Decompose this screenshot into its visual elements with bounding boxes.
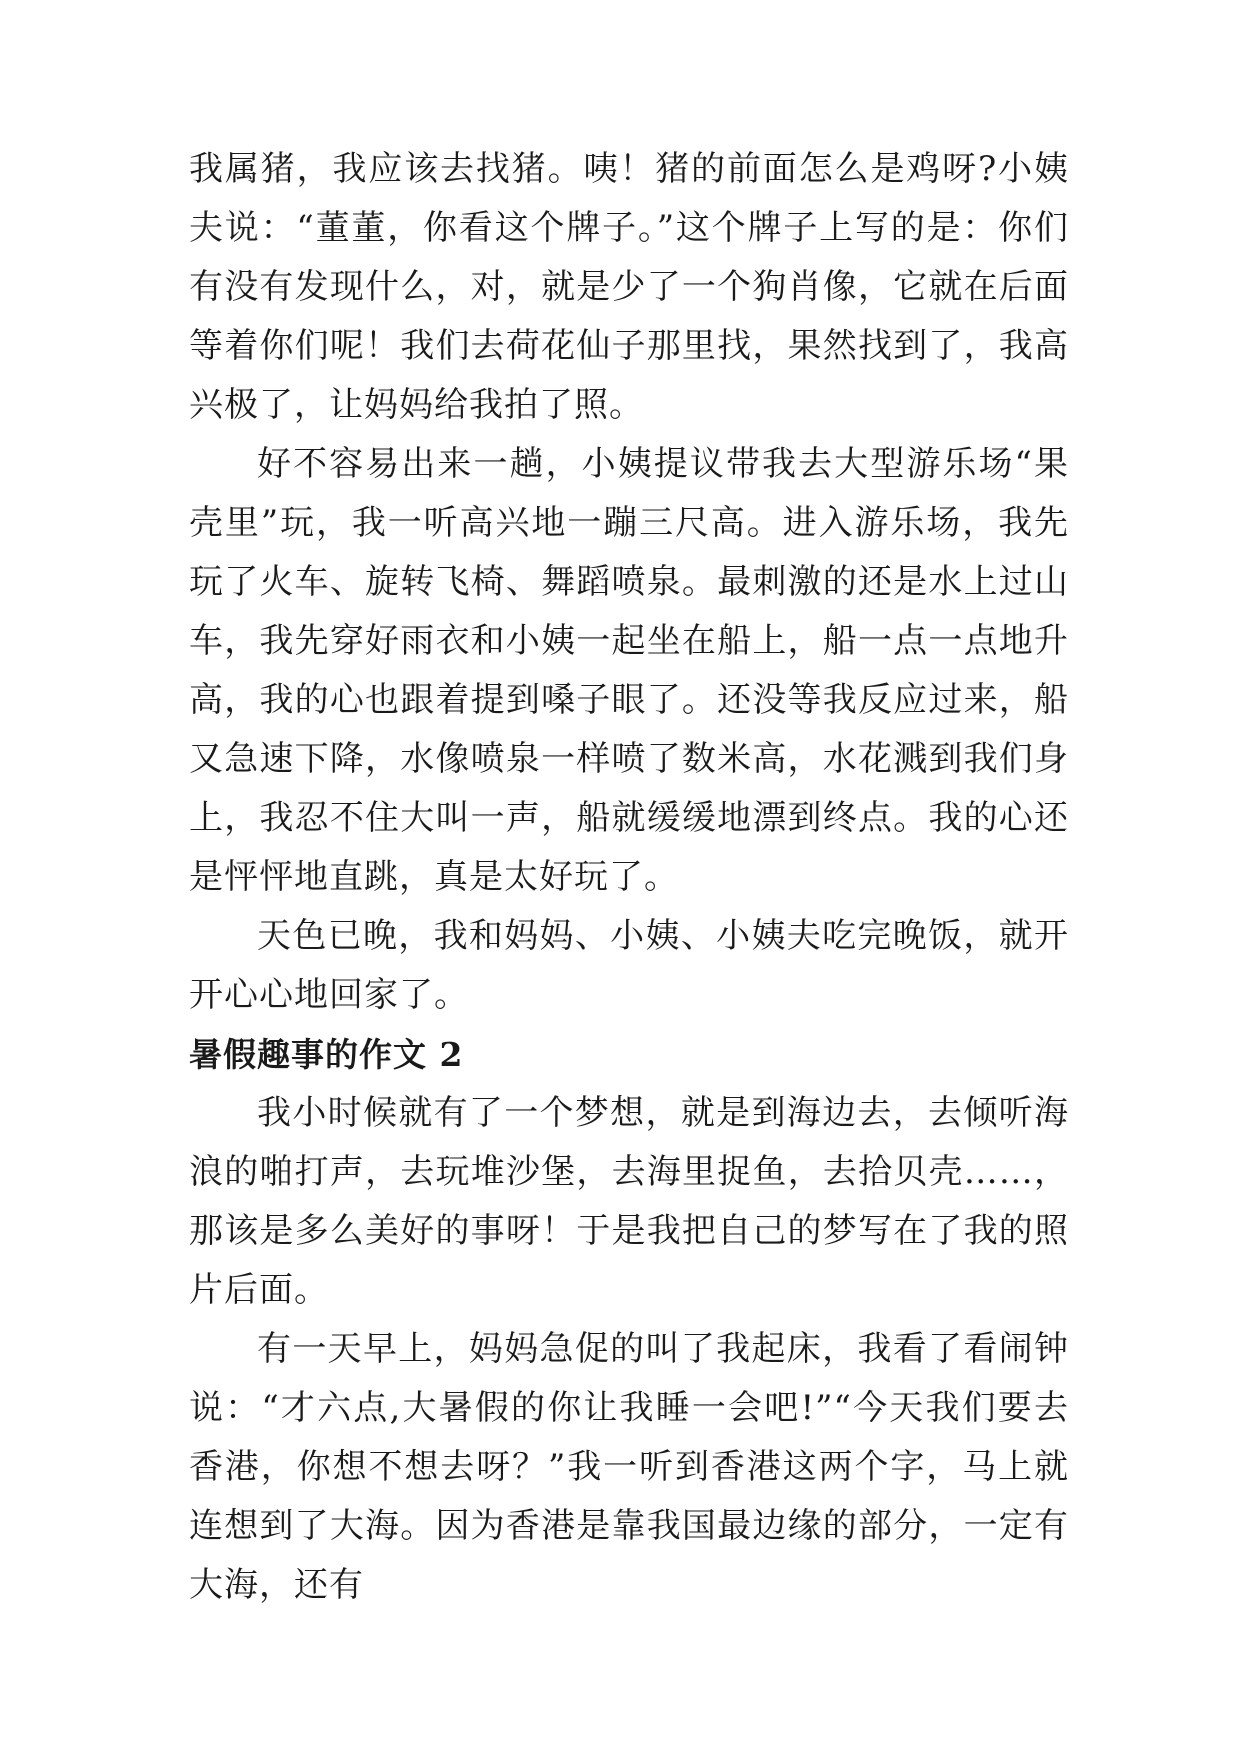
paragraph-dream: 我小时候就有了一个梦想，就是到海边去，去倾听海浪的啪打声，去玩堆沙堡，去海里捉鱼，去拾贝壳……，那该是多么美好的事呀！于是我把自己的梦写在了我的照片后面。 [189,1093,1069,1310]
document-page [189,140,1069,1615]
section-title: 暑假趣事的作文 2 [189,1035,464,1074]
paragraph-continuation: 我属猪，我应该去找猪。咦！猪的前面怎么是鸡呀?小姨夫说：“董董，你看这个牌子。”这个牌子上写的是：你们有没有发现什么，对，就是少了一个狗肖像，它就在后面等着你们呢！我们去荷花仙子那里找，果然找到了，我高兴极了，让妈妈给我拍了照。 [189,149,1069,425]
paragraph-morning: 有一天早上，妈妈急促的叫了我起床，我看了看闹钟说：“才六点,大暑假的你让我睡一会吧!”“今天我们要去香港，你想不想去呀？”我一听到香港这两个字，马上就连想到了大海。因为香港是靠我国最边缘的部分，一定有大海，还有 [189,1329,1069,1605]
paragraph-going-home: 天色已晚，我和妈妈、小姨、小姨夫吃完晚饭，就开开心心地回家了。 [189,916,1069,1015]
paragraph-amusement-park: 好不容易出来一趟，小姨提议带我去大型游乐场“果壳里”玩，我一听高兴地一蹦三尺高。进入游乐场，我先玩了火车、旋转飞椅、舞蹈喷泉。最刺激的还是水上过山车，我先穿好雨衣和小姨一起坐在船上，船一点一点地升高，我的心也跟着提到嗓子眼了。还没等我反应过来，船又急速下降，水像喷泉一样喷了数米高，水花溅到我们身上，我忍不住大叫一声，船就缓缓地漂到终点。我的心还是怦怦地直跳，真是太好玩了。 [189,444,1069,897]
